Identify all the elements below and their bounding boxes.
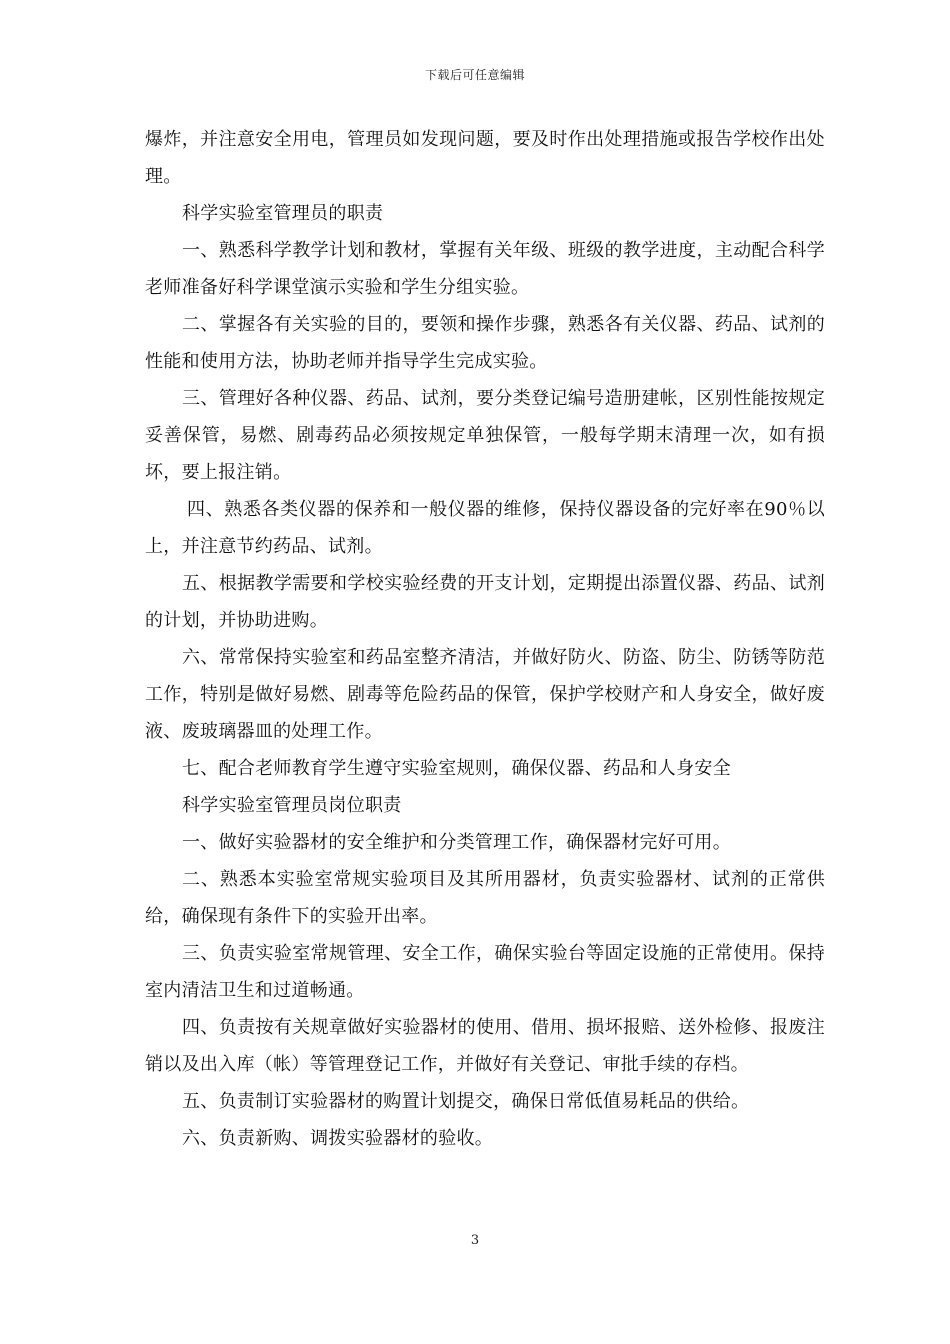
page-header: 下载后可任意编辑 — [424, 68, 525, 82]
paragraph-post-duty-5: 五、负责制订实验器材的购置计划提交，确保日常低值易耗品的供给。 — [182, 1091, 750, 1112]
paragraph-duty-6: 六、常常保持实验室和药品室整齐清洁，并做好防火、防盗、防尘、防锈等防范工作，特别是做好易燃、剧毒等危险药品的保管，保护学校财产和人身安全，做好废液、废玻璃器皿的处理工作。 — [145, 647, 825, 742]
document-body — [145, 121, 825, 1157]
paragraph-duty-2: 二、掌握各有关实验的目的，要领和操作步骤，熟悉各有关仪器、药品、试剂的性能和使用方法，协助老师并指导学生完成实验。 — [145, 314, 825, 372]
section-heading-post-duties: 科学实验室管理员岗位职责 — [182, 795, 402, 816]
section-heading-duties: 科学实验室管理员的职责 — [182, 203, 384, 224]
paragraph-duty-1: 一、熟悉科学教学计划和教材，掌握有关年级、班级的教学进度，主动配合科学老师准备好科学课堂演示实验和学生分组实验。 — [145, 240, 825, 298]
paragraph-post-duty-3: 三、负责实验室常规管理、安全工作，确保实验台等固定设施的正常使用。保持室内清洁卫生和过道畅通。 — [145, 943, 825, 1001]
paragraph-post-duty-6: 六、负责新购、调拨实验器材的验收。 — [182, 1128, 494, 1149]
paragraph-duty-4: 四、熟悉各类仪器的保养和一般仪器的维修，保持仪器设备的完好率在90％以上，并注意节约药品、试剂。 — [145, 499, 825, 557]
paragraph-duty-5: 五、根据教学需要和学校实验经费的开支计划，定期提出添置仪器、药品、试剂的计划，并协助进购。 — [145, 573, 825, 631]
page-number: 3 — [470, 1233, 480, 1248]
paragraph-post-duty-4: 四、负责按有关规章做好实验器材的使用、借用、损坏报赔、送外检修、报废注销以及出入库（帐）等管理登记工作，并做好有关登记、审批手续的存档。 — [145, 1017, 825, 1075]
paragraph-continuation: 爆炸，并注意安全用电，管理员如发现问题，要及时作出处理措施或报告学校作出处理。 — [145, 129, 825, 187]
paragraph-duty-7: 七、配合老师教育学生遵守实验室规则，确保仪器、药品和人身安全 — [182, 758, 731, 779]
paragraph-post-duty-1: 一、做好实验器材的安全维护和分类管理工作，确保器材完好可用。 — [182, 832, 731, 853]
paragraph-duty-3: 三、管理好各种仪器、药品、试剂，要分类登记编号造册建帐，区别性能按规定妥善保管，易燃、剧毒药品必须按规定单独保管，一般每学期末清理一次，如有损坏，要上报注销。 — [145, 388, 825, 483]
paragraph-post-duty-2: 二、熟悉本实验室常规实验项目及其所用器材，负责实验器材、试剂的正常供给，确保现有条件下的实验开出率。 — [145, 869, 825, 927]
